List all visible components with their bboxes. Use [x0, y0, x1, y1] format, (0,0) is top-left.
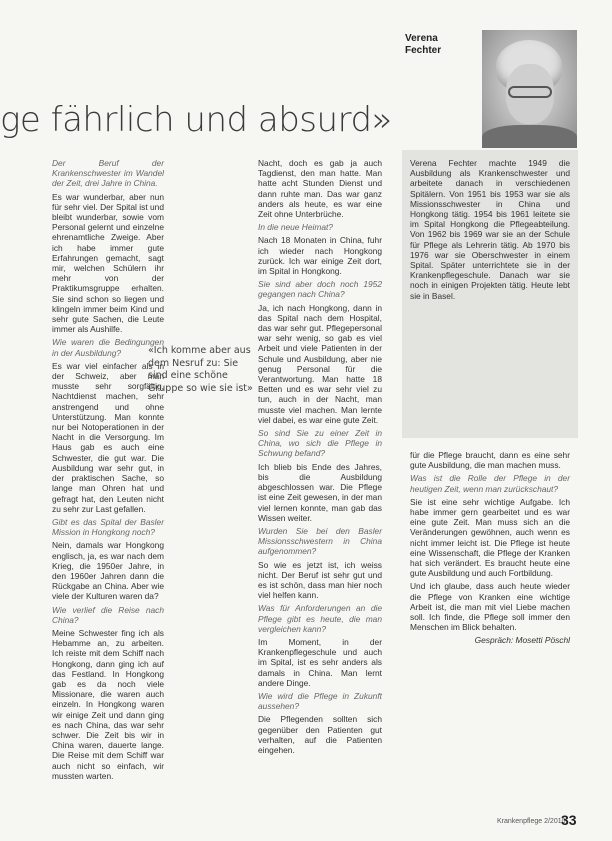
paragraph: Es war viel einfacher als in der Schweiz, aber man musste sehr sorgfältig, Nachtdienst machen, sehr anstrengend und ohne Unterstützung. Man konnte nur bei Notoperationen in der Nacht in die Versorgung. Im Haus gab es auch eine Schwester, die gut war. Die Ausbildung war sehr gut, in der praktischen Sache, so lange man Ohren hat und gefragt hat, den Leuten nicht zu sehr zur Last gefallen. — [52, 360, 164, 514]
interview-question: So sind Sie zu einer Zeit in China, wo sich die Pflege in Schwung befand? — [258, 428, 382, 459]
paragraph: Und ich glaube, dass auch heute wieder die Pflege von Kranken eine wichtige Arbeit ist, die man mit viel Liebe machen soll. Ich finde, die Pflege soll immer den Menschen im Blick behalten. — [410, 581, 570, 633]
paragraph: Nacht, doch es gab ja auch Tagdienst, den man hatte. Man hatte acht Stunden Dienst und dann ruhte man. Das war ganz anders als heute, es war eine Zeit ohne Unterbrüche. — [258, 158, 382, 220]
portrait-photo — [482, 30, 577, 148]
paragraph: Im Moment, in der Krankenpflegeschule und auch im Spital, ist es sehr anders als damals in China. Man lernt andere Dinge. — [258, 636, 382, 688]
profile-name: Verena Fechter — [405, 33, 442, 56]
interview-question: Gibt es das Spital der Basler Mission in Hongkong noch? — [52, 516, 164, 538]
paragraph: Die Pflegenden sollten sich gegenüber den Patienten gut verhalten, auf die Patienten eingehen. — [258, 714, 382, 755]
headline: ge fährlich und absurd» — [0, 100, 392, 140]
footer-label: Krankenpflege 2/2010 — [497, 818, 566, 825]
paragraph: Nach 18 Monaten in China, fuhr ich wieder nach Hongkong zurück. Ich war einige Zeit dort, im Spital in Hongkong. — [258, 235, 382, 277]
page-number: 33 — [561, 812, 577, 828]
bio-text — [410, 158, 570, 304]
interview-question: Wie wird die Pflege in Zukunft aussehen? — [258, 690, 382, 712]
interview-question: Wurden Sie bei den Basler Missionsschwestern in China aufgenommen? — [258, 525, 382, 557]
paragraph: Nein, damals war Hongkong englisch, ja, es war nach dem Krieg, die 1950er Jahre, in den 1960er Jahren dann die Rückgabe an China. Aber wie viele der Kulturen waren da? — [52, 540, 164, 602]
paragraph: Sie ist eine sehr wichtige Aufgabe. Ich habe immer gern gearbeitet und es war eine gute Zeit. Man muss sich an die Veränderungen gewöhnen, auch wenn es nicht immer leicht ist. Die Pflege ist heute eine Wissenschaft, die Pflege der Kranken hat sich verändert. Es braucht heute eine gute Ausbildung und auch Fortbildung. — [410, 496, 570, 579]
interview-question: Was ist die Rolle der Pflege in der heutigen Zeit, wenn man zurückschaut? — [410, 473, 570, 494]
interview-question: Was für Anforderungen an die Pflege gibt es heute, die man vergleichen kann? — [258, 603, 382, 634]
article-column-2 — [258, 158, 382, 758]
interview-question: Wie waren die Bedingungen in der Ausbildung? — [52, 337, 164, 358]
paragraph: Ja, ich nach Hongkong, dann in das Spital nach dem Hospital, das war sehr gut. Pflegepersonal war sehr wenig, so gab es viel Arbeit und viele Patienten in der Schule und Ausbildung, aber nie genug Personal für die Verantwortung. Man hatte 18 Betten und es war sehr viel zu tun, auch in der Nacht, man musste viel machen. Man lernte viel dabei, es war eine gute Zeit. — [258, 302, 382, 425]
interview-question: Der Beruf der Krankenschwester im Wandel der Zeit, drei Jahre in China. — [52, 158, 164, 189]
paragraph: So wie es jetzt ist, ich weiss nicht. Der Beruf ist sehr gut und es ist schön, dass man hier noch viel helfen kann. — [258, 559, 382, 601]
article-column-1 — [52, 158, 164, 784]
byline: Gespräch: Mosetti Pöschl — [474, 635, 570, 646]
paragraph: Ich blieb bis Ende des Jahres, bis die Ausbildung abgeschlossen war. Die Pflege ist eine Zeit gewesen, in der man viel lernen konnte, man gab das Wissen weiter. — [258, 461, 382, 523]
interview-question: In die neue Heimat? — [258, 222, 333, 233]
paragraph: Es war wunderbar, aber nun für sehr viel. Der Spital ist und bleibt wunderbar, sowie vom Personal gelernt und einzelne ehrenamtliche Zweige. Aber ich habe immer gute Erfahrungen gemacht, sagt mir, welchen Schülern ihr mehr von der Praktikumsgruppe erhalten. Sie sind schon so liegen und klingeln immer beim Kind und sehr gute Sachen, die Leute immer als Aushilfe. — [52, 191, 164, 335]
pull-quote: «Ich komme aber aus dem Nesruf zu: Sie sind eine schöne Gruppe so wie sie ist» — [148, 345, 253, 394]
article-column-3 — [410, 450, 570, 649]
interview-question: Sie sind aber doch noch 1952 gegangen nach China? — [258, 279, 382, 300]
paragraph: für die Pflege braucht, dann es eine sehr gute Ausbildung, die man machen muss. — [410, 450, 570, 471]
paragraph: Meine Schwester fing ich als Hebamme an, zu arbeiten. Ich reiste mit dem Schiff nach Hongkong, dann ging ich auf das Festland. In Hongkong gab es da noch viele Missionare, die waren auch einzeln. In Hongkong waren wir einige Zeit und dann ging es nach China, das war sehr schwer. Die Zeit bis wir in China waren, dauerte lange. Die Reise mit dem Schiff war auch nicht so einfach, wir mussten warten. — [52, 627, 164, 781]
paragraph: Verena Fechter machte 1949 die Ausbildung als Krankenschwester und arbeitete danach in verschiedenen Spitälern. Von 1951 bis 1953 war sie als Missionsschwester in China und Hongkong tätig. 1954 bis 1961 leitete sie im Spital Hongkong die Pflegeabteilung. Von 1962 bis 1969 war sie an der Schule für Pflege als Lehrerin tätig. Ab 1970 bis 1976 war sie Oberschwester in einem Spital. Später unterrichtete sie in der Krankenpflegeschule. Danach war sie noch in einigen Projekten tätig. Heute lebt sie in Basel. — [410, 158, 570, 301]
interview-question: Wie verlief die Reise nach China? — [52, 604, 164, 625]
